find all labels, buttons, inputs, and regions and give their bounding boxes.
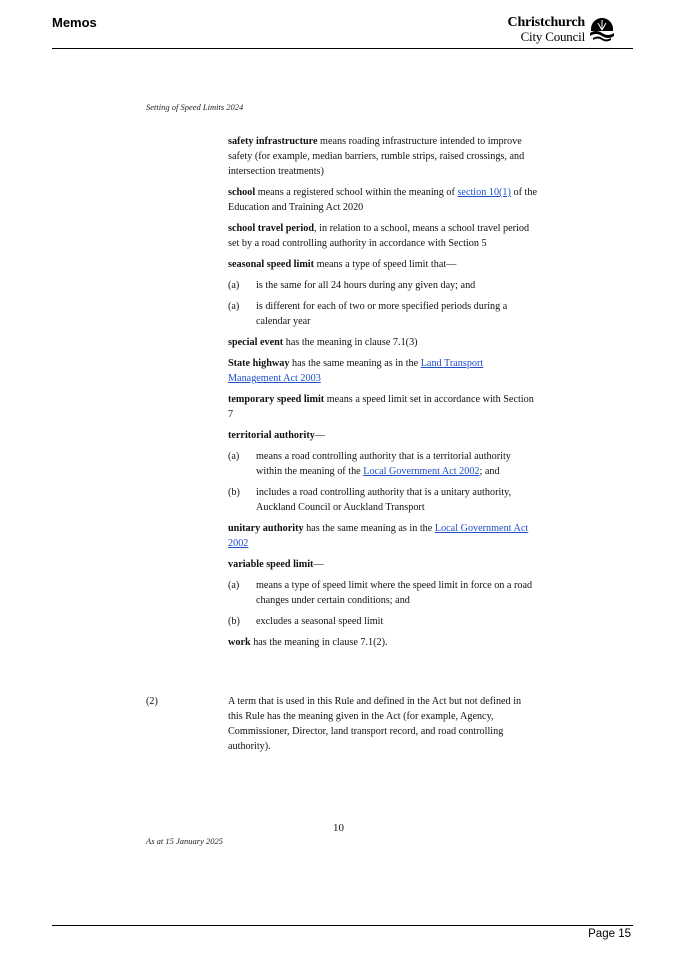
list-item (228, 449, 538, 479)
document-page-number: 10 (333, 822, 344, 834)
item-text-part: ; and (479, 466, 500, 477)
item-label: (a) (228, 451, 240, 462)
term: school (228, 187, 256, 198)
definition-text: has the same meaning as in the (303, 523, 435, 534)
definition-territorial-authority (228, 428, 538, 443)
logo-line2: City Council (520, 29, 585, 44)
term: work (228, 637, 251, 648)
term: school travel period (228, 223, 315, 234)
clause-2 (146, 694, 538, 754)
header-divider (52, 48, 633, 49)
section-10-1-link[interactable]: section 10(1) (457, 187, 511, 198)
term: special event (228, 337, 284, 348)
definition-school (228, 185, 538, 215)
running-head: Setting of Speed Limits 2024 (146, 102, 244, 112)
definition-text: means a type of speed limit that— (314, 259, 457, 270)
definition-school-travel-period (228, 221, 538, 251)
list-item (228, 614, 538, 629)
definition-text: has the meaning in clause 7.1(2). (250, 637, 388, 648)
as-at-date: As at 15 January 2025 (146, 836, 223, 846)
definition-temporary-speed-limit (228, 392, 538, 422)
item-text (256, 449, 538, 479)
term: temporary speed limit (228, 394, 325, 405)
item-text: excludes a seasonal speed limit (256, 616, 384, 627)
clause-text: A term that is used in this Rule and defined in the Act but not defined in this Rule has the meaning given in the Act (for example, Agency, Commissioner, Director, land transport record, and road controlling authority). (228, 696, 522, 752)
item-label: (b) (228, 616, 240, 627)
clause-number: (2) (146, 696, 158, 707)
footer-page-label: Page 15 (588, 928, 631, 940)
definition-text: — (314, 430, 326, 441)
term: State highway (228, 358, 290, 369)
definition-text: means a speed limit set in accordance with Section 7 (228, 394, 534, 420)
term: territorial authority (228, 430, 315, 441)
list-item (228, 485, 538, 515)
list-item (228, 578, 538, 608)
term: unitary authority (228, 523, 304, 534)
land-transport-act-link[interactable]: Land Transport Management Act 2003 (228, 358, 484, 384)
item-text: is the same for all 24 hours during any given day; and (256, 280, 476, 291)
item-text: means a type of speed limit where the speed limit in force on a road changes under certain conditions; and (256, 580, 533, 606)
list-item (228, 299, 538, 329)
council-emblem-icon (589, 17, 615, 43)
definitions-list (228, 134, 538, 656)
item-label: (a) (228, 301, 240, 312)
item-text: includes a road controlling authority that is a unitary authority, Auckland Council or Auckland Transport (256, 487, 512, 513)
item-label: (b) (228, 487, 240, 498)
item-text-part: means a road controlling authority that is a territorial authority within the meaning of the (256, 451, 511, 477)
term: safety infrastructure (228, 136, 318, 147)
definition-text: means a registered school within the meaning of (255, 187, 458, 198)
definition-text: has the meaning in clause 7.1(3) (283, 337, 418, 348)
list-item (228, 278, 538, 293)
term: seasonal speed limit (228, 259, 315, 270)
definition-text: , in relation to a school, means a school travel period set by a road controlling authority in accordance with Section 5 (228, 223, 530, 249)
definition-text: means roading infrastructure intended to improve safety (for example, median barriers, rumble strips, raised crossings, and intersection treatments) (228, 136, 525, 177)
definition-state-highway (228, 356, 538, 386)
definition-text: — (313, 559, 324, 570)
header-title: Memos (52, 15, 97, 30)
footer-divider (52, 925, 633, 926)
definition-safety-infrastructure (228, 134, 538, 179)
item-label: (a) (228, 280, 240, 291)
definition-work (228, 635, 538, 650)
definition-variable-speed-limit (228, 557, 538, 572)
council-logo (508, 16, 615, 43)
local-government-act-link[interactable]: Local Government Act 2002 (363, 466, 480, 477)
definition-text: of the Education and Training Act 2020 (228, 187, 537, 213)
local-government-act-link-2[interactable]: Local Government Act 2002 (228, 523, 529, 549)
item-label: (a) (228, 580, 240, 591)
logo-line1: Christchurch (507, 15, 585, 30)
definition-unitary-authority (228, 521, 538, 551)
definition-special-event (228, 335, 538, 350)
definition-text: has the same meaning as in the (289, 358, 421, 369)
definition-seasonal-speed-limit (228, 257, 538, 272)
term: variable speed limit (228, 559, 314, 570)
item-text: is different for each of two or more specified periods during a calendar year (256, 301, 508, 327)
